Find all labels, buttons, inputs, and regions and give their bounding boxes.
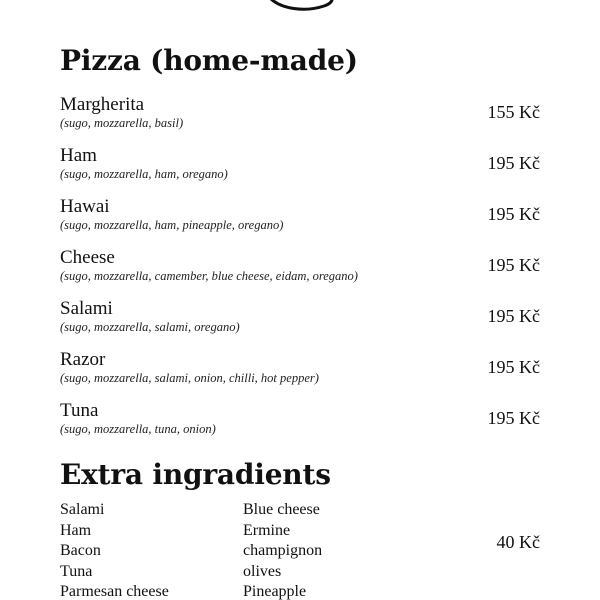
item-price: 195 Kč [487, 204, 540, 224]
item-description: (sugo, mozzarella, salami, onion, chilli, hot pepper) [60, 371, 319, 385]
item-price: 195 Kč [487, 357, 540, 377]
item-price: 195 Kč [487, 153, 540, 173]
extra-item: Ham [60, 521, 92, 539]
item-description: (sugo, mozzarella, salami, oregano) [60, 320, 240, 334]
item-name: Margherita [60, 94, 145, 115]
item-description: (sugo, mozzarella, camember, blue cheese, eidam, oregano) [60, 269, 358, 283]
menu-item-razor [60, 349, 540, 400]
item-price: 195 Kč [487, 255, 540, 275]
item-name: Salami [60, 298, 113, 319]
item-name: Ham [60, 145, 97, 166]
item-description: (sugo, mozzarella, basil) [60, 116, 184, 130]
extra-item: Pineapple [243, 583, 307, 600]
extra-item: Ermine [243, 521, 291, 539]
menu-item-hawai [60, 196, 540, 247]
menu-item-cheese [60, 247, 540, 298]
item-name: Razor [60, 349, 106, 370]
extra-ingredients-price: 40 Kč [496, 532, 540, 552]
menu-item-margherita [60, 94, 540, 145]
menu-item-ham [60, 145, 540, 196]
item-price: 195 Kč [487, 408, 540, 428]
item-name: Tuna [60, 400, 99, 421]
item-description: (sugo, mozzarella, ham, oregano) [60, 167, 228, 181]
extra-item: champignon [243, 542, 323, 559]
extra-item: Bacon [60, 542, 101, 559]
extra-item: olives [243, 562, 282, 580]
extra-item: Parmesan cheese [60, 583, 169, 600]
decorative-flourish-icon [262, 0, 338, 16]
pizza-menu-list [60, 94, 540, 451]
extra-ingredients-column-2 [243, 500, 322, 600]
item-description: (sugo, mozzarella, ham, pineapple, oregano) [60, 218, 284, 232]
extra-item: Blue cheese [243, 501, 320, 518]
pizza-section-title: Pizza (home-made) [60, 44, 358, 77]
menu-item-tuna [60, 400, 540, 451]
item-price: 195 Kč [487, 306, 540, 326]
item-price: 155 Kč [487, 102, 540, 122]
extra-item: Tuna [60, 562, 93, 580]
menu-item-salami [60, 298, 540, 349]
item-name: Cheese [60, 247, 115, 268]
extra-section-title: Extra ingradients [60, 458, 331, 491]
item-description: (sugo, mozzarella, tuna, onion) [60, 422, 216, 436]
extra-ingredients-column-1 [60, 500, 169, 600]
item-name: Hawai [60, 196, 110, 217]
extra-item: Salami [60, 501, 105, 518]
